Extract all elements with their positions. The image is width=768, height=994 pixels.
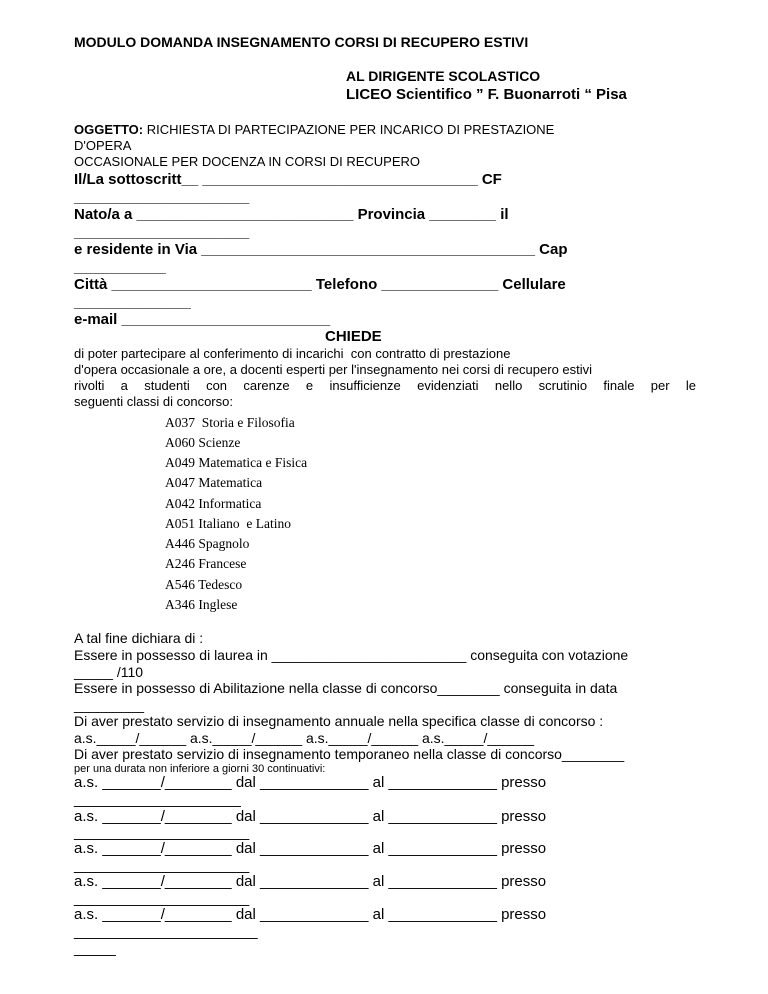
document-title: MODULO DOMANDA INSEGNAMENTO CORSI DI RECUPERO ESTIVI bbox=[74, 34, 529, 50]
body-line-2: d'opera occasionale a ore, a docenti esperti per l'insegnamento nei corsi di recupero estivi bbox=[74, 362, 593, 377]
service-period-presso[interactable]: _____________________ bbox=[74, 857, 250, 874]
oggetto-line-2: D'OPERA bbox=[74, 138, 132, 153]
class-item: A446 Spagnolo bbox=[165, 536, 250, 551]
recipient-title: AL DIRIGENTE SCOLASTICO bbox=[346, 68, 541, 84]
form-line-cf[interactable]: _____________________ bbox=[74, 189, 250, 206]
form-line-birthdate[interactable]: _____________________ bbox=[74, 224, 250, 241]
service-period-presso[interactable]: ______________________ bbox=[74, 923, 258, 940]
class-item: A246 Francese bbox=[165, 556, 247, 571]
oggetto-line-1 bbox=[74, 122, 554, 137]
service-period-row[interactable]: a.s. _______/________ dal _____________ al _____________ presso bbox=[74, 906, 547, 923]
service-period-extra[interactable]: _____ bbox=[74, 940, 116, 957]
service-period-presso[interactable]: _____________________ bbox=[74, 890, 250, 907]
class-item: A037 Storia e Filosofia bbox=[165, 415, 295, 430]
class-item: A042 Informatica bbox=[165, 496, 262, 511]
form-line-email[interactable]: e-mail _________________________ bbox=[74, 311, 331, 328]
service-period-row[interactable]: a.s. _______/________ dal _____________ al _____________ presso bbox=[74, 808, 547, 825]
declaration-degree[interactable]: Essere in possesso di laurea in _________________________ conseguita con votazione bbox=[74, 647, 629, 663]
class-item: A051 Italiano e Latino bbox=[165, 516, 291, 531]
service-period-presso[interactable]: _____________________ bbox=[74, 824, 250, 841]
service-period-row[interactable]: a.s. _______/________ dal _____________ al _____________ presso bbox=[74, 774, 547, 791]
service-period-row[interactable]: a.s. _______/________ dal _____________ al _____________ presso bbox=[74, 873, 547, 890]
declaration-temporary-service[interactable]: Di aver prestato servizio di insegnamento temporaneo nella classe di concorso________ bbox=[74, 746, 625, 762]
class-item: A546 Tedesco bbox=[165, 577, 243, 592]
body-line-1: di poter partecipare al conferimento di incarichi con contratto di prestazione bbox=[74, 346, 511, 361]
declaration-abilitazione-date[interactable]: _________ bbox=[74, 697, 145, 713]
declaration-annual-service: Di aver prestato servizio di insegnamento annuale nella specifica classe di concorso : bbox=[74, 713, 604, 729]
form-line-name[interactable]: Il/La sottoscritt__ _________________________________ CF bbox=[74, 171, 502, 188]
declaration-abilitazione[interactable]: Essere in possesso di Abilitazione nella classe di concorso________ conseguita in data bbox=[74, 680, 618, 696]
recipient-school: LICEO Scientifico ” F. Buonarroti “ Pisa bbox=[346, 86, 627, 103]
class-item: A049 Matematica e Fisica bbox=[165, 455, 308, 470]
declaration-intro: A tal fine dichiara di : bbox=[74, 630, 204, 646]
form-line-city-phone[interactable]: Città ________________________ Telefono ______________ Cellulare bbox=[74, 276, 566, 293]
oggetto-line-3: OCCASIONALE PER DOCENZA IN CORSI DI RECUPERO bbox=[74, 154, 421, 169]
form-line-birth[interactable]: Nato/a a __________________________ Provincia ________ il bbox=[74, 206, 509, 223]
chiede-heading: CHIEDE bbox=[325, 328, 382, 345]
declaration-annual-years[interactable]: a.s._____/______ a.s._____/______ a.s._____/______ a.s._____/______ bbox=[74, 730, 535, 746]
class-item: A060 Scienze bbox=[165, 435, 241, 450]
form-line-cap[interactable]: ___________ bbox=[74, 259, 166, 276]
service-period-presso[interactable]: ____________________ bbox=[74, 791, 241, 808]
oggetto-label: OGGETTO: bbox=[74, 122, 144, 137]
body-line-3: rivolti a studenti con carenze e insufficienze evidenziati nello scrutinio finale per le bbox=[74, 378, 696, 393]
duration-note: per una durata non inferiore a giorni 30 continuativi: bbox=[74, 763, 326, 775]
service-period-row[interactable]: a.s. _______/________ dal _____________ al _____________ presso bbox=[74, 840, 547, 857]
form-line-mobile[interactable]: ______________ bbox=[74, 294, 191, 311]
form-line-address[interactable]: e residente in Via ________________________________________ Cap bbox=[74, 241, 568, 258]
oggetto-text: RICHIESTA DI PARTECIPAZIONE PER INCARICO DI PRESTAZIONE bbox=[143, 122, 555, 137]
body-line-4: seguenti classi di concorso: bbox=[74, 394, 233, 409]
class-item: A346 Inglese bbox=[165, 597, 238, 612]
class-item: A047 Matematica bbox=[165, 475, 263, 490]
declaration-grade[interactable]: _____ /110 bbox=[74, 664, 144, 680]
